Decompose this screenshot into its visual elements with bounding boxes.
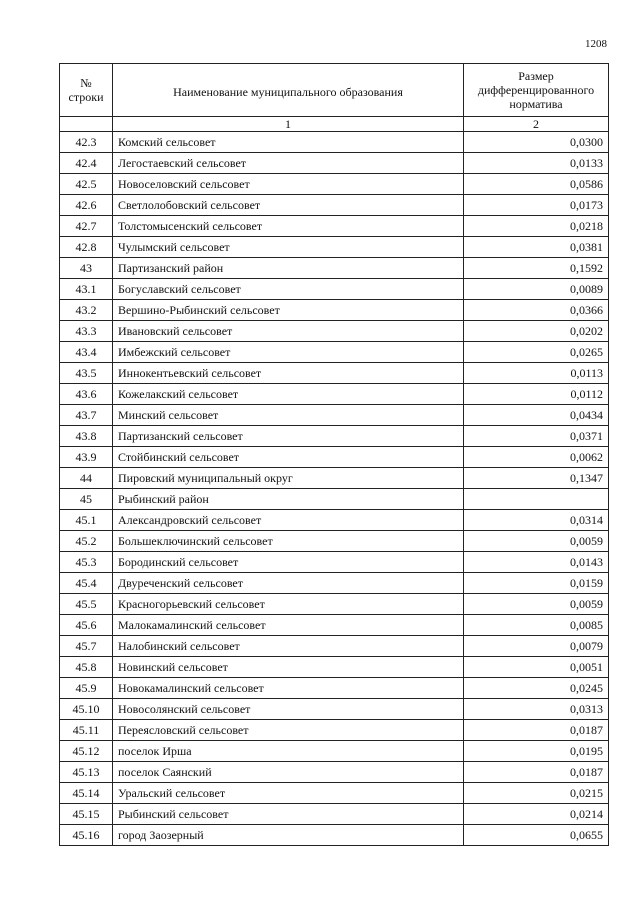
normative-value-cell xyxy=(464,552,609,573)
table-row xyxy=(60,573,609,594)
table-row xyxy=(60,552,609,573)
table-row xyxy=(60,594,609,615)
table-row xyxy=(60,426,609,447)
row-number-cell: 45.5 xyxy=(60,594,113,615)
normative-value-cell xyxy=(464,762,609,783)
row-number-cell: 45.1 xyxy=(60,510,113,531)
normative-value-cell xyxy=(464,741,609,762)
table-row xyxy=(60,804,609,825)
normative-value-cell xyxy=(464,174,609,195)
header-normative-size: Размер дифференцированного норматива xyxy=(464,64,609,117)
normative-value: 0,0314 xyxy=(570,513,603,527)
header-row-number: № строки xyxy=(60,64,113,117)
table-row xyxy=(60,300,609,321)
row-number-cell: 42.6 xyxy=(60,195,113,216)
normative-value-cell xyxy=(464,195,609,216)
table-row xyxy=(60,489,609,510)
row-number-cell: 45.14 xyxy=(60,783,113,804)
municipality-name-cell: Толстомысенский сельсовет xyxy=(113,216,464,237)
normative-value: 0,0112 xyxy=(570,387,603,401)
row-number-cell: 45.11 xyxy=(60,720,113,741)
municipality-name-cell: Партизанский сельсовет xyxy=(113,426,464,447)
normative-value: 0,0133 xyxy=(570,156,603,170)
table-row xyxy=(60,279,609,300)
row-number-cell: 45.6 xyxy=(60,615,113,636)
row-number-cell: 45.9 xyxy=(60,678,113,699)
normative-value-cell xyxy=(464,405,609,426)
municipality-name-cell: Новинский сельсовет xyxy=(113,657,464,678)
table-row xyxy=(60,783,609,804)
table-row xyxy=(60,468,609,489)
normative-value: 0,0300 xyxy=(570,135,603,149)
table-row xyxy=(60,258,609,279)
municipality-name-cell: Рыбинский район xyxy=(113,489,464,510)
normative-value: 0,0051 xyxy=(570,660,603,674)
normative-value-cell xyxy=(464,720,609,741)
normative-value: 0,0159 xyxy=(570,576,603,590)
normative-value: 0,0313 xyxy=(570,702,603,716)
normative-value-cell xyxy=(464,783,609,804)
municipality-name-cell: Стойбинский сельсовет xyxy=(113,447,464,468)
normative-value-cell xyxy=(464,384,609,405)
row-number-cell: 43 xyxy=(60,258,113,279)
normative-value-cell xyxy=(464,531,609,552)
column-index-empty xyxy=(60,117,113,132)
row-number-cell: 45 xyxy=(60,489,113,510)
table-header-row xyxy=(60,64,609,117)
normative-value-cell xyxy=(464,510,609,531)
table-row xyxy=(60,321,609,342)
normative-value-cell xyxy=(464,615,609,636)
table-row xyxy=(60,741,609,762)
table-row xyxy=(60,174,609,195)
normative-value-cell xyxy=(464,678,609,699)
normative-value-cell xyxy=(464,489,609,510)
row-number-cell: 42.4 xyxy=(60,153,113,174)
row-number-cell: 43.9 xyxy=(60,447,113,468)
row-number-cell: 42.8 xyxy=(60,237,113,258)
table-row xyxy=(60,678,609,699)
table-row xyxy=(60,657,609,678)
municipality-name-cell: Красногорьевский сельсовет xyxy=(113,594,464,615)
municipality-name-cell: Комский сельсовет xyxy=(113,132,464,153)
row-number-cell: 45.2 xyxy=(60,531,113,552)
municipality-name-cell: Новокамалинский сельсовет xyxy=(113,678,464,699)
normative-value: 0,0218 xyxy=(570,219,603,233)
table-row xyxy=(60,615,609,636)
table-row xyxy=(60,153,609,174)
normative-value: 0,0202 xyxy=(570,324,603,338)
normative-value: 0,0195 xyxy=(570,744,603,758)
normative-value: 0,0113 xyxy=(570,366,603,380)
table-row xyxy=(60,363,609,384)
municipality-name-cell: Ивановский сельсовет xyxy=(113,321,464,342)
normative-value: 0,0434 xyxy=(570,408,603,422)
municipality-name-cell: Рыбинский сельсовет xyxy=(113,804,464,825)
row-number-cell: 43.8 xyxy=(60,426,113,447)
normative-value-cell xyxy=(464,636,609,657)
normative-value: 0,0173 xyxy=(570,198,603,212)
row-number-cell: 43.3 xyxy=(60,321,113,342)
normative-value-cell xyxy=(464,342,609,363)
row-number-cell: 43.6 xyxy=(60,384,113,405)
normative-value-cell xyxy=(464,300,609,321)
normative-value: 0,0085 xyxy=(570,618,603,632)
normative-value: 0,1592 xyxy=(570,261,603,275)
row-number-cell: 43.7 xyxy=(60,405,113,426)
normative-value-cell xyxy=(464,426,609,447)
municipality-name-cell: Налобинский сельсовет xyxy=(113,636,464,657)
table-row xyxy=(60,447,609,468)
normative-value: 0,0215 xyxy=(570,786,603,800)
normative-value: 0,0089 xyxy=(570,282,603,296)
row-number-cell: 43.1 xyxy=(60,279,113,300)
row-number-cell: 45.12 xyxy=(60,741,113,762)
municipality-name-cell: Имбежский сельсовет xyxy=(113,342,464,363)
municipality-name-cell: Партизанский район xyxy=(113,258,464,279)
row-number-cell: 42.3 xyxy=(60,132,113,153)
row-number-cell: 43.5 xyxy=(60,363,113,384)
normative-value-cell xyxy=(464,699,609,720)
normative-value: 0,0079 xyxy=(570,639,603,653)
row-number-cell: 45.8 xyxy=(60,657,113,678)
municipality-name-cell: Богуславский сельсовет xyxy=(113,279,464,300)
column-index-1: 1 xyxy=(113,117,464,132)
normative-value: 0,0265 xyxy=(570,345,603,359)
table-row xyxy=(60,825,609,846)
table-row xyxy=(60,384,609,405)
row-number-cell: 45.4 xyxy=(60,573,113,594)
table-row xyxy=(60,636,609,657)
normative-value: 0,1347 xyxy=(570,471,603,485)
normative-value-cell xyxy=(464,279,609,300)
normative-value-cell xyxy=(464,258,609,279)
table-row xyxy=(60,132,609,153)
normative-value-cell xyxy=(464,153,609,174)
row-number-cell: 45.15 xyxy=(60,804,113,825)
column-index-row xyxy=(60,117,609,132)
municipality-name-cell: Легостаевский сельсовет xyxy=(113,153,464,174)
table-row xyxy=(60,195,609,216)
normative-value: 0,0059 xyxy=(570,597,603,611)
municipality-name-cell: Двуреченский сельсовет xyxy=(113,573,464,594)
column-index-2: 2 xyxy=(464,117,609,132)
row-number-cell: 45.16 xyxy=(60,825,113,846)
normative-value-cell xyxy=(464,321,609,342)
municipality-name-cell: поселок Саянский xyxy=(113,762,464,783)
table-row xyxy=(60,237,609,258)
row-number-cell: 45.10 xyxy=(60,699,113,720)
row-number-cell: 42.7 xyxy=(60,216,113,237)
row-number-cell: 43.2 xyxy=(60,300,113,321)
normative-value: 0,0062 xyxy=(570,450,603,464)
row-number-cell: 45.7 xyxy=(60,636,113,657)
municipality-name-cell: Чулымский сельсовет xyxy=(113,237,464,258)
table-row xyxy=(60,720,609,741)
normative-value: 0,0655 xyxy=(570,828,603,842)
table-row xyxy=(60,216,609,237)
normative-value: 0,0187 xyxy=(570,765,603,779)
municipality-name-cell: Уральский сельсовет xyxy=(113,783,464,804)
normative-value: 0,0059 xyxy=(570,534,603,548)
municipality-name-cell: Бородинский сельсовет xyxy=(113,552,464,573)
table-row xyxy=(60,699,609,720)
normative-value-cell xyxy=(464,447,609,468)
municipality-name-cell: Новоселовский сельсовет xyxy=(113,174,464,195)
normative-value-cell xyxy=(464,363,609,384)
normative-value-cell xyxy=(464,468,609,489)
municipality-name-cell: Минский сельсовет xyxy=(113,405,464,426)
municipality-name-cell: Кожелакский сельсовет xyxy=(113,384,464,405)
table-body xyxy=(60,132,609,846)
normative-value: 0,0214 xyxy=(570,807,603,821)
table-row xyxy=(60,510,609,531)
normative-value: 0,0366 xyxy=(570,303,603,317)
municipality-name-cell: Светлолобовский сельсовет xyxy=(113,195,464,216)
normative-value: 0,0143 xyxy=(570,555,603,569)
normative-value-cell xyxy=(464,657,609,678)
normative-value-cell xyxy=(464,132,609,153)
municipality-name-cell: Александровский сельсовет xyxy=(113,510,464,531)
municipality-name-cell: Большеключинский сельсовет xyxy=(113,531,464,552)
municipality-name-cell: Малокамалинский сельсовет xyxy=(113,615,464,636)
table-row xyxy=(60,342,609,363)
normative-value: 0,0586 xyxy=(570,177,603,191)
page-number: 1208 xyxy=(585,38,607,50)
municipality-name-cell: Иннокентьевский сельсовет xyxy=(113,363,464,384)
header-municipality-name: Наименование муниципального образования xyxy=(113,64,464,117)
row-number-cell: 45.3 xyxy=(60,552,113,573)
table-row xyxy=(60,405,609,426)
row-number-cell: 43.4 xyxy=(60,342,113,363)
normative-value-cell xyxy=(464,216,609,237)
normative-value: 0,0371 xyxy=(570,429,603,443)
normative-value-cell xyxy=(464,825,609,846)
municipality-name-cell: поселок Ирша xyxy=(113,741,464,762)
municipality-name-cell: город Заозерный xyxy=(113,825,464,846)
row-number-cell: 44 xyxy=(60,468,113,489)
row-number-cell: 45.13 xyxy=(60,762,113,783)
municipality-name-cell: Новосолянский сельсовет xyxy=(113,699,464,720)
normative-table xyxy=(59,63,609,846)
normative-value-cell xyxy=(464,237,609,258)
table-row xyxy=(60,531,609,552)
municipality-name-cell: Вершино-Рыбинский сельсовет xyxy=(113,300,464,321)
normative-value: 0,0245 xyxy=(570,681,603,695)
normative-value-cell xyxy=(464,594,609,615)
normative-value-cell xyxy=(464,573,609,594)
municipality-name-cell: Переясловский сельсовет xyxy=(113,720,464,741)
normative-value: 0,0187 xyxy=(570,723,603,737)
normative-value: 0,0381 xyxy=(570,240,603,254)
row-number-cell: 42.5 xyxy=(60,174,113,195)
table-row xyxy=(60,762,609,783)
normative-value-cell xyxy=(464,804,609,825)
municipality-name-cell: Пировский муниципальный округ xyxy=(113,468,464,489)
